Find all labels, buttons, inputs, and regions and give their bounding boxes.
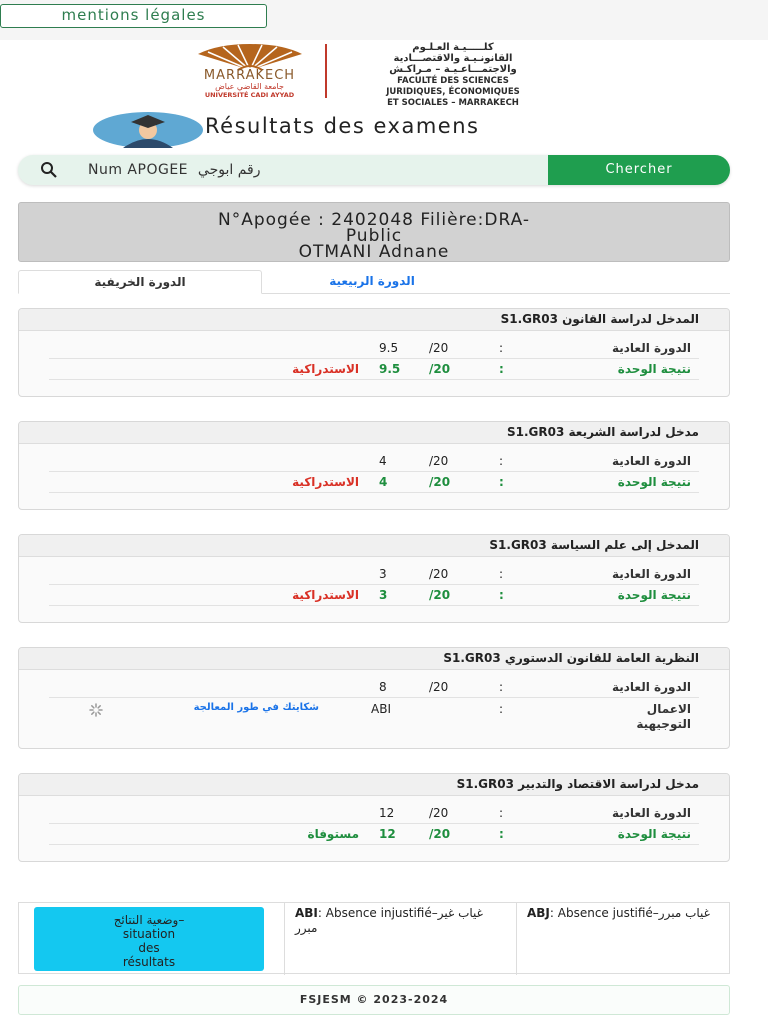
- result-row: [49, 452, 699, 472]
- student-apogee-line: N°Apogée : 2402048 Filière:DRA-: [218, 210, 530, 230]
- row-status: الاستدراكية: [292, 588, 359, 602]
- student-name: OTMANI Adnane: [298, 242, 450, 262]
- result-row: [49, 565, 699, 585]
- legend-abi: [284, 903, 516, 975]
- row-max: /20: [429, 341, 449, 355]
- row-max: /20: [429, 475, 451, 489]
- graduate-avatar-icon: [93, 108, 203, 148]
- row-colon: :: [499, 341, 504, 355]
- abi-text: : Absence injustifié–غياب غير مبرر: [295, 906, 483, 935]
- row-label: نتيجة الوحدة: [617, 475, 691, 489]
- legend-abj: [516, 903, 729, 975]
- row-max: /20: [429, 827, 451, 841]
- student-filiere-line: Public: [345, 226, 403, 246]
- search-icon: [40, 161, 58, 179]
- legend-button-line: des: [138, 941, 160, 955]
- row-max: /20: [429, 806, 449, 820]
- legal-mentions-button[interactable]: mentions légales: [0, 4, 267, 28]
- row-colon: :: [499, 362, 504, 376]
- row-label: الدورة العادية: [611, 680, 691, 694]
- module-title: النظرية العامة للقانون الدستوري S1.GR03: [19, 648, 729, 670]
- result-row: [49, 804, 699, 824]
- module-card: [18, 773, 730, 862]
- abj-code: ABJ: [527, 906, 550, 920]
- row-colon: :: [499, 567, 504, 581]
- row-colon: :: [499, 454, 504, 468]
- module-card: [18, 534, 730, 623]
- row-status: مستوفاة: [307, 827, 359, 841]
- row-colon: :: [499, 702, 504, 716]
- results-situation-button[interactable]: [34, 907, 264, 971]
- row-status: الاستدراكية: [292, 362, 359, 376]
- row-max: /20: [429, 680, 449, 694]
- result-row: [49, 825, 699, 845]
- page-header: [93, 108, 673, 148]
- result-row: [49, 700, 699, 740]
- logo-city: MARRAKECH: [203, 68, 296, 83]
- apogee-search-input[interactable]: [88, 158, 528, 182]
- row-max: /20: [429, 567, 449, 581]
- top-bar: [0, 0, 768, 40]
- row-colon: :: [499, 806, 504, 820]
- faculty-arabic-2: القانونـيـة والاقتصـــادية: [393, 53, 513, 64]
- logo-arabic-university: جامعة القاضي عياض: [215, 82, 284, 91]
- module-card: [18, 647, 730, 749]
- row-value: 12: [379, 806, 395, 820]
- logo-divider: [325, 44, 327, 98]
- row-value: 4: [379, 454, 387, 468]
- row-value: ABI: [371, 702, 391, 716]
- row-label: الدورة العادية: [611, 806, 691, 820]
- complaint-status-link[interactable]: شكايتك في طور المعالجة: [193, 702, 319, 713]
- row-value: 4: [379, 475, 388, 489]
- result-row: [49, 473, 699, 493]
- legend-button-line: وضعية النتائج–: [113, 913, 185, 927]
- search-bar: [18, 155, 730, 185]
- faculty-arabic-1: كلـــــيـة العـلـوم: [412, 42, 494, 53]
- row-label: الدورة العادية: [611, 454, 691, 468]
- row-label: الدورة العادية: [611, 341, 691, 355]
- row-max: /20: [429, 588, 451, 602]
- module-card: [18, 308, 730, 397]
- faculty-arabic-3: والاجتمـــاعـيـة – مـراكـش: [389, 64, 517, 75]
- session-tabs: [18, 270, 730, 294]
- row-label: الدورة العادية: [611, 567, 691, 581]
- row-colon: :: [499, 475, 504, 489]
- abi-code: ABI: [295, 906, 318, 920]
- tab-spring-session[interactable]: الدورة الربيعية: [329, 274, 415, 288]
- result-row: [49, 678, 699, 698]
- search-button[interactable]: Chercher: [548, 155, 730, 185]
- row-colon: :: [499, 827, 504, 841]
- row-value: 8: [379, 680, 387, 694]
- faculty-french-2: JURIDIQUES, ÉCONOMIQUES: [386, 87, 520, 97]
- row-value: 9.5: [379, 341, 399, 355]
- module-title: مدخل لدراسة الشريعة S1.GR03: [19, 422, 729, 444]
- row-max: /20: [429, 454, 449, 468]
- footer: FSJESM © 2023-2024: [18, 985, 730, 1015]
- legend-button-line: situation: [122, 927, 176, 941]
- faculty-logo: [182, 42, 572, 108]
- university-logo: [182, 42, 317, 100]
- module-card: [18, 421, 730, 510]
- page-title: Résultats des examens: [205, 114, 480, 138]
- row-label: نتيجة الوحدة: [617, 827, 691, 841]
- row-value: 3: [379, 588, 388, 602]
- faculty-french-1: FACULTÉ DES SCIENCES: [397, 76, 509, 86]
- tab-autumn-session[interactable]: الدورة الخريفية: [18, 270, 262, 294]
- row-colon: :: [499, 588, 504, 602]
- result-row: [49, 339, 699, 359]
- abj-text: : Absence justifié–غياب مبرر: [549, 906, 710, 920]
- module-title: مدخل لدراسة الاقتصاد والتدبير S1.GR03: [19, 774, 729, 796]
- row-label: نتيجة الوحدة: [617, 588, 691, 602]
- row-value: 9.5: [379, 362, 401, 376]
- logo-university: UNIVERSITÉ CADI AYYAD: [204, 91, 295, 99]
- result-row: [49, 586, 699, 606]
- row-status: الاستدراكية: [292, 475, 359, 489]
- row-value: 3: [379, 567, 387, 581]
- loading-spinner-icon: [89, 703, 103, 717]
- row-value: 12: [379, 827, 396, 841]
- result-row: [49, 360, 699, 380]
- row-colon: :: [499, 680, 504, 694]
- module-title: المدخل لدراسة القانون S1.GR03: [19, 309, 729, 331]
- module-title: المدخل إلى علم السياسة S1.GR03: [19, 535, 729, 557]
- faculty-french-3: ET SOCIALES – MARRAKECH: [387, 98, 519, 108]
- legend-button-line: résultats: [122, 955, 176, 969]
- row-label: نتيجة الوحدة: [617, 362, 691, 376]
- row-label: الاعمال التوجيهية: [636, 702, 691, 731]
- student-info: [18, 202, 730, 262]
- faculty-name: [334, 42, 572, 108]
- row-max: /20: [429, 362, 451, 376]
- legend-section: [18, 902, 730, 974]
